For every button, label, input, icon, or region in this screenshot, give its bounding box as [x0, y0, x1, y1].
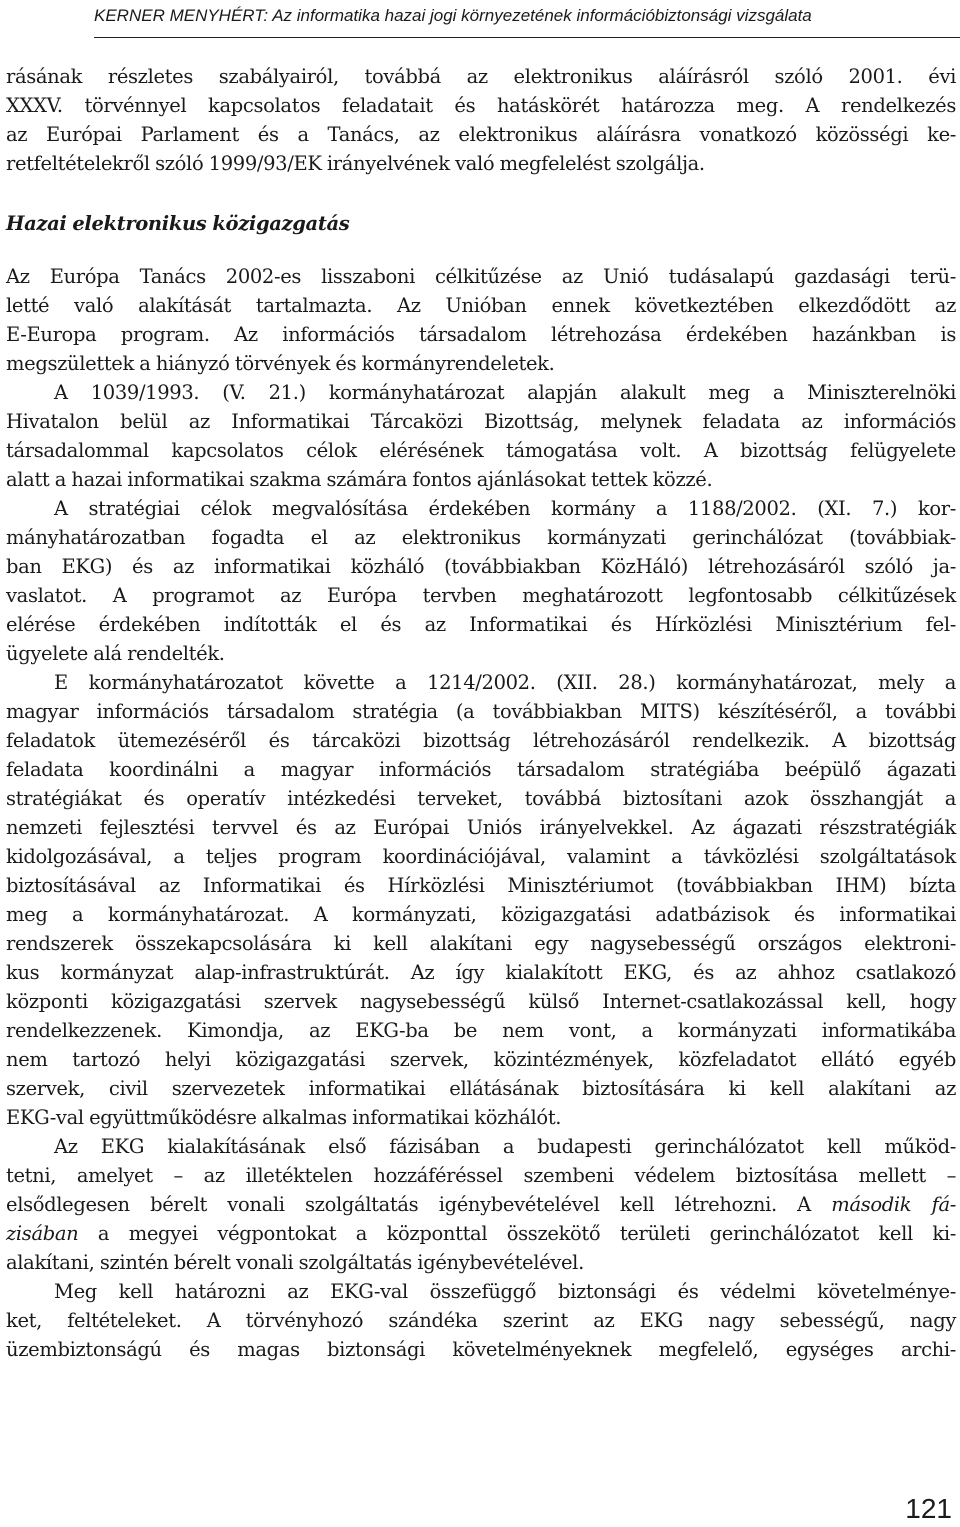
running-header: KERNER MENYHÉRT: Az informatika hazai jogi környezetének információbiztonsági vizsgálata	[94, 6, 812, 25]
text-line: ban EKG) és az informatikai közháló (továbbiakban KözHáló) létrehozásáról szóló ja-	[6, 555, 956, 578]
text-line: nemzeti fejlesztési tervvel és az Európai Uniós irányelvekkel. Az ágazati részstratégiák	[6, 816, 956, 839]
text-run: a megyei végpontokat a központtal összekötő területi gerinchálózatot kell ki-	[78, 1222, 956, 1245]
text-line: megszülettek a hiányzó törvények és kormányrendeletek.	[6, 352, 555, 375]
text-line	[6, 1190, 956, 1219]
text-line: rásának részletes szabályairól, továbbá az elektronikus aláírásról szóló 2001. évi	[6, 65, 956, 88]
page-number: 121	[905, 1493, 952, 1524]
text-line: társadalommal kapcsolatos célok elérésének támogatása volt. A bizottság felügyelete	[6, 439, 956, 462]
text-line: feladatok ütemezéséről és tárcaközi bizottság létrehozásáról rendelkezik. A bizottság	[6, 729, 956, 752]
paragraph	[6, 62, 956, 178]
text-run: elsődlegesen bérelt vonali szolgáltatás igénybevételével kell létrehozni. A	[6, 1193, 832, 1216]
text-line: tetni, amelyet – az illetéktelen hozzáféréssel szembeni védelem biztosítása mellett –	[6, 1164, 956, 1187]
text-line: rendelkezzenek. Kimondja, az EKG-ba be nem vont, a kormányzati informatikába	[6, 1019, 956, 1042]
text-line: feladata koordinálni a magyar információs társadalom stratégiába beépülő ágazati	[6, 758, 956, 781]
text-line: Az Európa Tanács 2002-es lisszaboni célkitűzése az Unió tudásalapú gazdasági terü-	[6, 265, 956, 288]
text-line: vaslatot. A programot az Európa tervben meghatározott legfontosabb célkitűzések	[6, 584, 956, 607]
text-line: A 1039/1993. (V. 21.) kormányhatározat alapján alakult meg a Miniszterelnöki	[54, 381, 956, 404]
paragraph	[6, 378, 956, 494]
text-line: elérése érdekében indították el és az Informatikai és Hírközlési Minisztérium fel-	[6, 613, 956, 636]
text-line: Hivatalon belül az Informatikai Tárcaközi Bizottság, melynek feladata az információs	[6, 410, 956, 433]
emphasis-text: második fá-	[831, 1193, 956, 1216]
text-line: XXXV. törvénnyel kapcsolatos feladatait és hatáskörét határozza meg. A rendelkezés	[6, 94, 956, 117]
text-line: az Európai Parlament és a Tanács, az elektronikus aláírásra vonatkozó közösségi ke-	[6, 123, 956, 146]
text-line: mányhatározatban fogadta el az elektronikus kormányzati gerinchálózat (továbbiak-	[6, 526, 956, 549]
paragraph	[6, 262, 956, 378]
text-line: E kormányhatározatot követte a 1214/2002. (XII. 28.) kormányhatározat, mely a	[54, 671, 956, 694]
text-line: A stratégiai célok megvalósítása érdekében kormány a 1188/2002. (XI. 7.) kor-	[54, 497, 956, 520]
text-line: retfeltételekről szóló 1999/93/EK irányelvének való megfelelést szolgálja.	[6, 152, 705, 175]
text-line	[6, 1219, 956, 1248]
text-line: alatt a hazai informatikai szakma számára fontos ajánlásokat tettek közzé.	[6, 468, 713, 491]
text-line: ügyelete alá rendelték.	[6, 642, 225, 665]
text-line: kidolgozásával, a teljes program koordinációjával, valamint a távközlési szolgáltatások	[6, 845, 956, 868]
text-line: E-Europa program. Az információs társadalom létrehozása érdekében hazánkban is	[6, 323, 956, 346]
text-line: Meg kell határozni az EKG-val összefüggő biztonsági és védelmi követelménye-	[54, 1280, 956, 1303]
emphasis-text: zisában	[6, 1222, 79, 1245]
text-line: központi közigazgatási szervek nagysebességű külső Internet-csatlakozással kell, hogy	[6, 990, 956, 1013]
paragraph	[6, 494, 956, 668]
section-heading: Hazai elektronikus közigazgatás	[6, 212, 350, 235]
body-text	[6, 62, 956, 1364]
text-line: üzembiztonságú és magas biztonsági követelményeknek megfelelő, egységes archi-	[6, 1338, 956, 1361]
paragraph	[6, 1277, 956, 1364]
paragraph	[6, 1132, 956, 1277]
text-line: kus kormányzat alap-infrastruktúrát. Az így kialakított EKG, és az ahhoz csatlakozó	[6, 961, 956, 984]
text-line: magyar információs társadalom stratégia (a továbbiakban MITS) készítéséről, a további	[6, 700, 956, 723]
text-line: stratégiákat és operatív intézkedési terveket, továbbá biztosítani azok összhangját a	[6, 787, 956, 810]
text-line: Az EKG kialakításának első fázisában a budapesti gerinchálózatot kell működ-	[54, 1135, 956, 1158]
text-line: ket, feltételeket. A törvényhozó szándéka szerint az EKG nagy sebességű, nagy	[6, 1309, 956, 1332]
text-line: EKG-val együttműködésre alkalmas informatikai közhálót.	[6, 1106, 562, 1129]
text-line: letté való alakítását tartalmazta. Az Unióban ennek következtében elkezdődött az	[6, 294, 956, 317]
text-line: nem tartozó helyi közigazgatási szervek, közintézmények, közfeladatot ellátó egyéb	[6, 1048, 956, 1071]
header-rule	[94, 37, 960, 38]
paragraph	[6, 668, 956, 1132]
text-line: biztosításával az Informatikai és Hírközlési Minisztériumot (továbbiakban IHM) bízta	[6, 874, 956, 897]
text-line: alakítani, szintén bérelt vonali szolgáltatás igénybevételével.	[6, 1251, 584, 1274]
text-line: meg a kormányhatározat. A kormányzati, közigazgatási adatbázisok és informatikai	[6, 903, 956, 926]
text-line: rendszerek összekapcsolására ki kell alakítani egy nagysebességű országos elektroni-	[6, 932, 956, 955]
text-line: szervek, civil szervezetek informatikai ellátásának biztosítására ki kell alakítani az	[6, 1077, 956, 1100]
